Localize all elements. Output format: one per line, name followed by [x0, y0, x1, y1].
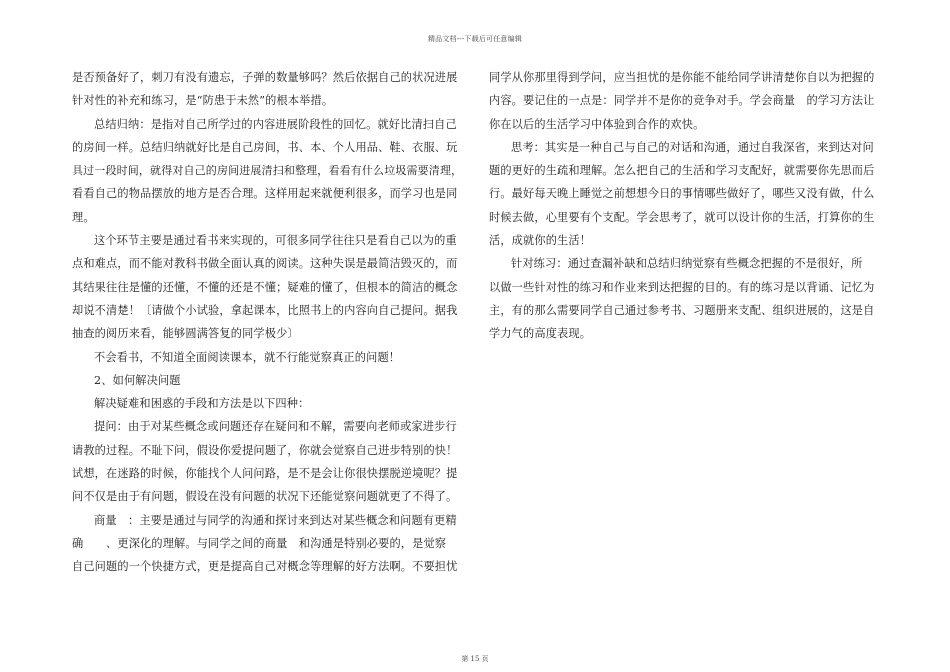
- text-line: 抽查的阅历来看，能够圆满答复的同学极少〕: [72, 327, 299, 341]
- text-line: 这个环节主要是通过看书来实现的，可很多同学往往只是看自己以为的重: [94, 234, 457, 248]
- text-line: 你在以后的生活学习中体验到合作的欢快。: [489, 117, 705, 131]
- text-line: 点和难点，而不能对教科书做全面认真的阅读。这种失误是最简洁毁灭的，而: [72, 257, 458, 271]
- text-line: 却说不清楚！〔请做个小试验，拿起课本，比照书上的内容向自己提问。据我: [72, 303, 458, 317]
- text-line: 针对性的补充和练习，是“防患于未然”的根本举措。: [72, 94, 334, 108]
- text-line: 针对练习：通过查漏补缺和总结归纳觉察有些概念把握的不是很好，所: [511, 257, 863, 271]
- text-line: 是否预备好了，刺刀有没有遗忘，子弹的数量够吗？然后依据自己的状况进展: [72, 71, 458, 84]
- text-line: 学力气的高度表现。: [489, 327, 592, 341]
- text-line: 理。: [72, 210, 95, 224]
- text-line: 试想，在迷路的时候，你能找个人问问路，是不是会让你很快摆脱逆境呢？提: [72, 467, 458, 481]
- text-line: 行。最好每天晚上睡觉之前想想今日的事情哪些做好了，哪些又没有做，什么: [489, 187, 875, 201]
- text-line: 总结归纳：是指对自己所学过的内容进展阶段性的回忆。就好比清扫自己: [94, 117, 457, 131]
- text-line: 2、如何解决问题: [94, 373, 181, 387]
- text-line: 以做一些针对性的练习和作业来到达把握的目的。有的练习是以背诵、记忆为: [489, 280, 875, 294]
- text-line: 看看自己的物品摆放的地方是否合理。这样用起来就便利很多，而学习也是同: [72, 187, 458, 201]
- text-line: 自己问题的一个快捷方式，更是提高自己对概念等理解的好方法啊。不要担忧: [72, 560, 458, 574]
- text-line: 请教的过程。不耻下问，假设你爱提问题了，你就会觉察自己进步特别的快！: [72, 443, 458, 457]
- text-line: 确 、更深化的理解。与同学之间的商量 和沟通是特别必要的，是觉察: [72, 536, 447, 550]
- text-line: 商量 ：主要是通过与同学的沟通和探讨来到达对某些概念和问题有更精: [94, 513, 457, 527]
- text-line: 思考：其实是一种自己与自己的对话和沟通，通过自我深省，来到达对问: [511, 140, 874, 154]
- text-line: 同学从你那里得到学问，应当担忧的是你能不能给同学讲清楚你自以为把握的: [489, 71, 875, 84]
- text-line: 不会看书，不知道全面阅读课本，就不行能觉察真正的问题！: [94, 350, 401, 364]
- page-number: 第 15 页: [461, 655, 489, 663]
- text-line: 时候去做，心里要有个支配。学会思考了，就可以设计你的生活，打算你的生: [489, 210, 875, 224]
- text-line: 提问：由于对某些概念或问题还存在疑问和不解，需要向老师或家进步行: [94, 420, 457, 434]
- text-line: 问不仅是由于有问题，假设在没有问题的状况下还能觉察问题就更了不得了。: [72, 490, 458, 504]
- text-line: 活，成就你的生活！: [489, 234, 592, 248]
- left-column: [72, 66, 462, 579]
- page-header: 精品文档---下载后可任意编辑: [427, 35, 523, 43]
- text-line: 主，有的那么需要同学自己通过参考书、习题册来支配、组织进展的，这是自: [489, 303, 875, 317]
- text-line: 其结果往往是懂的还懂，不懂的还是不懂；疑难的懂了，但根本的简洁的概念: [72, 280, 458, 294]
- text-line: 具过一段时间，就得对自己的房间进展清扫和整理，看看有什么垃圾需要清理，: [72, 164, 463, 178]
- right-column: [489, 66, 879, 346]
- text-line: 题的更好的生疏和理解。怎么把自己的生活和学习支配好，就需要你先思而后: [489, 164, 875, 178]
- text-line: 的房间一样。总结归纳就好比是自己房间，书、本、个人用品、鞋、衣服、玩: [72, 140, 458, 154]
- text-line: 解决疑难和困惑的手段和方法是以下四种：: [94, 397, 310, 411]
- text-line: 内容。要记住的一点是：同学并不是你的竞争对手。学会商量 的学习方法让: [489, 94, 875, 108]
